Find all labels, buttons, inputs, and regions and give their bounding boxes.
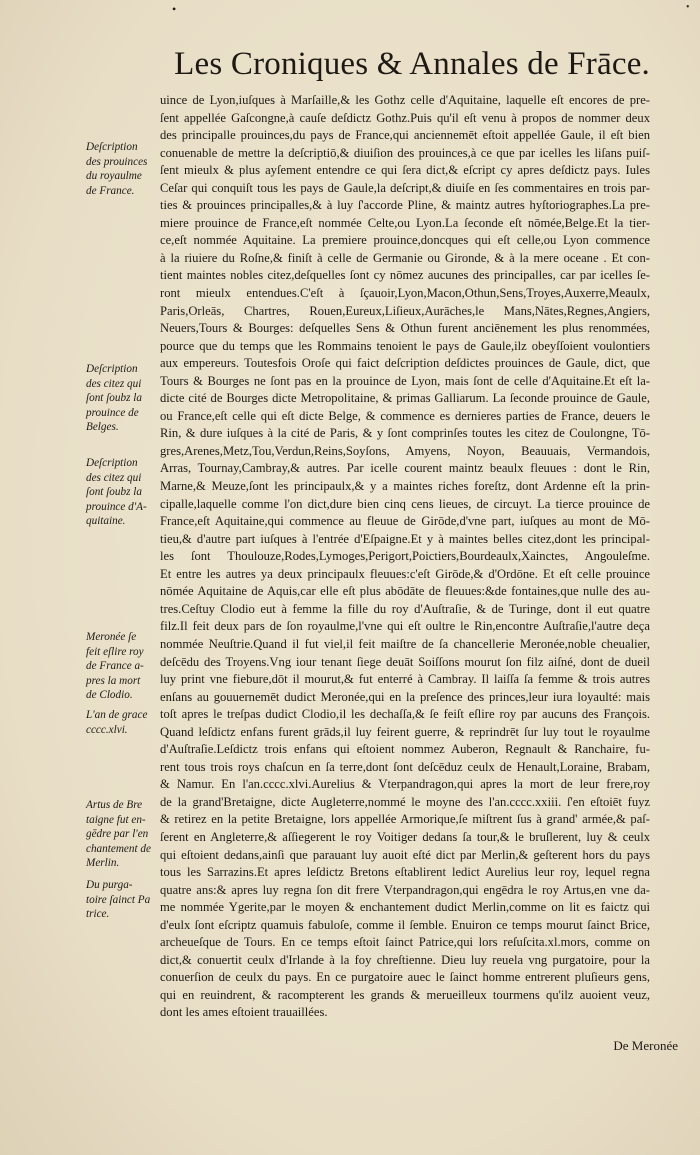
marginal-note-line: des citez qui <box>86 471 142 484</box>
marginal-note <box>86 798 156 871</box>
text-line: France,eſt Aquitaine,qui commence au fleuue de Girōde,d'vne part, iuſques au mont de Mō- <box>160 514 650 529</box>
marginal-note-line: ſont ſoubz la <box>86 486 142 499</box>
text-line: dicte cité de Bourges dicte Metropolitaine, & primas Galliarum. La ſeconde prouince de Gaule, <box>160 391 650 406</box>
text-line: ſent mieulx & plus ayſement entendre ce qui ſera dict,& eſcript cy apres deſdictz pays. Iules <box>160 163 650 178</box>
marginal-note-line: Du purga- <box>86 879 133 891</box>
text-line: Marne,& Meuze,ſont les principaulx,& y a maintes riches foreſtz, dont Ardenne eſt la prin- <box>160 479 650 494</box>
marginal-note-line: gēdre par l'en <box>86 828 149 841</box>
text-line: tres.Ceſtuy Clodio eut à femme la fille du roy d'Auſtraſie, & de Turinge, dont il eut quatre <box>160 601 650 616</box>
text-line: quatre ans:& apres luy regna ſon dit frere Vterpandragon,qui engēdra le roy Artus,en vne da- <box>160 882 650 897</box>
text-line: archeueſque de Tours. En ce temps eſtoit ſainct Patrice,qui lors reſuſcita.xl.mors, comme on <box>160 935 650 950</box>
text-line: miere prouince de France,eſt nommée Celte,ou Lyon.La ſeconde eſt nōmée,Belge.Et la tier- <box>160 215 650 230</box>
marginal-note-line: cccc.xlvi. <box>86 723 128 736</box>
main-text-block <box>160 92 650 1022</box>
marginal-note-line: de France a- <box>86 660 144 673</box>
text-line: deſcēdu des Troyens.Vng iour tenant ſiege deuāt Soiſſons mourut ſon filz aiſné, dont de dueil <box>160 654 650 669</box>
text-line: enſans au gouuernemēt dudict Meronée,qui en la preſence des princes,leur iura loyaulté: mais <box>160 689 650 704</box>
text-line: gres,Arenes,Metz,Tou,Verdun,Reins,Soyſons, Amyens, Noyon, Beauuais, Vermandois, <box>160 443 650 458</box>
text-line: aux empereurs. Toutesfois Oroſe qui faict deſcription deſdictes prouinces de Gaule, dict, que <box>160 356 650 371</box>
text-line: nommée Neuſtrie.Quand il fut viel,il feit maiſtre de ſa chancellerie Meronée,noble cheualier, <box>160 636 650 651</box>
marginal-note-line: L'an de grace <box>86 709 148 721</box>
text-line: ou France,eſt celle qui eſt dicte Belge, & commence es dernieres parties de France, deuers le <box>160 408 650 423</box>
text-line: Arras, Tournay,Cambray,& autres. Par icelle courent maintz beaulx fleuues : dont le Rin, <box>160 461 650 476</box>
marginal-note-line: prouince d'A- <box>86 500 147 513</box>
marginal-note-line: prouince de <box>86 406 139 419</box>
text-line: des principalle prouinces,du pays de France,qui anciennemēt eſtoit appellée Gaule, il eſt bien <box>160 128 650 143</box>
text-line: conuerſion de ceulx du pays. En ce purgatoire auec le ſainct homme entrerent pluſieurs gens, <box>160 970 650 985</box>
marginal-note-line: ſont ſoubz la <box>86 392 142 405</box>
text-line: & Namur. En l'an.cccc.xlvi.Aurelius & Vterpandragon,qui apres la mort de leur frere,roy <box>160 777 650 792</box>
marginal-note <box>86 456 156 529</box>
text-line: tieu,& d'autre part iuſques à l'entrée d'Eſpaigne.Et y à maintes belles citez,dont les principal- <box>160 531 650 546</box>
marginal-note-line: pres la mort <box>86 674 141 687</box>
corner-mark-left: • <box>172 2 177 16</box>
text-line: me nommée Ygerite,par le moyen & enchantement dudict Merlin,comme on lit es faictz qui <box>160 900 650 915</box>
marginal-note <box>86 630 156 703</box>
text-line: Paris,Orleās, Chartres, Rouen,Eureux,Liſieux,Aurāches,le Mans,Nātes,Regnes,Angiers, <box>160 303 650 318</box>
marginal-note-line: quitaine. <box>86 515 126 528</box>
catchword: De Meronée <box>613 1038 678 1053</box>
text-line: Ceſar qui conquiſt tous les pays de Gaule,la deſcript,& diuiſe en ſes commentaires en trois par- <box>160 180 650 195</box>
text-line: luy print vne fiebure,dōt il mourut,& fut enterré à Cambray. Il laiſſa ſa femme & trois autres <box>160 672 650 687</box>
text-line: d'Auſtraſie.Leſdictz trois enfans qui eſtoient nommez Auberon, Regnault & Ranchaire, fu- <box>160 742 650 757</box>
text-line: à la riuiere du Roſne,& finiſt à celle de Germanie ou Gironde, & à la mere oceane . Et con- <box>160 250 650 265</box>
marginal-note-line: Deſcription <box>86 457 138 469</box>
text-line: & retirez en la petite Bretaigne, lors appellée Armorique,ſe miſtrent ſus à grand' armée,& paſ- <box>160 812 650 827</box>
marginal-note-line: Artus de Bre <box>86 799 143 811</box>
text-line: qui eſtoient dedans,ainſi que parauant luy auoit eſté dict par Merlin,& geſterent hors du pays <box>160 847 650 862</box>
marginal-note <box>86 362 156 435</box>
marginal-note-line: Merlin. <box>86 857 120 870</box>
text-line: ſent appellée Gaſcongne,à cauſe deſdictz Gothz.Puis qu'il eſt venu à propos de nommer deux <box>160 110 650 125</box>
marginal-note-line: Meronée ſe <box>86 631 137 643</box>
marginal-note-line: Deſcription <box>86 363 138 375</box>
text-line: Quand leſdictz enfans furent grāds,il luy feirent guerre, & reprindrēt ſur luy tout le royaulme <box>160 724 650 739</box>
text-line: tient maintes nobles citez,deſquelles ſont cy nōmez aucunes des principalles, car par icelles ſe- <box>160 268 650 283</box>
marginal-note-line: chantement de <box>86 842 151 855</box>
text-line: dict,& conuertit ceulx d'Irlande à la foy chreſtienne. Dieu luy reuela vng purgatoire, pour la <box>160 952 650 967</box>
text-line: qui en reuindrent, & racompterent les grands & merueilleux tourmens qu'ilz auoient veuz, <box>160 987 650 1002</box>
text-line: ſerent en Angleterre,& aſſiegerent le roy Voitiger dedans ſa tour,& le bruſlerent, luy & ceulx <box>160 829 650 844</box>
marginal-note <box>86 878 156 922</box>
marginal-note-line: feit eſlire roy <box>86 645 144 658</box>
text-line: conuenable de mettre la deſcriptiō,& diuiſion des prouinces,à ce que par icelles les liſans puiſ- <box>160 145 650 160</box>
marginal-note-line: du royaulme <box>86 170 142 183</box>
text-line: dont les ames eſtoient trauaillées. <box>160 1005 328 1020</box>
marginal-note-line: de France. <box>86 184 135 197</box>
text-line: ties & prouinces principalles,& à luy ſ'accorde Pline, & maintz autres hyſtoriographes.La pre- <box>160 198 650 213</box>
text-line: de la grand'Bretaigne, dicte Augleterre,nommé le moyne des l'an.cccc.xxiii. ſ'en eſtoiēt fuyz <box>160 794 650 809</box>
text-line: rent tous trois roys chaſcun en ſa terre,dont ſont deſcēduz ceulx de Henault,Loraine, Brabam, <box>160 759 650 774</box>
marginal-note-line: Deſcription <box>86 141 138 153</box>
marginal-note-line: Belges. <box>86 421 119 434</box>
text-line: cipalle,laquelle comme l'on dict,dure bien cinq cens lieues, de circuyt. La tierce prouince de <box>160 496 650 511</box>
marginal-note-line: toire ſainct Pa <box>86 893 151 906</box>
text-line: les ſont Thoulouze,Rodes,Lymoges,Perigort,Poictiers,Bourdeaulx,Xainctes, Angouleſme. <box>160 549 650 564</box>
marginal-note-line: des prouinces <box>86 155 148 168</box>
text-line: toſt apres le treſpas dudict Clodio,il les dechaſſa,& ſe feiſt eſlire roy par aucuns des François. <box>160 707 650 722</box>
text-line: filz.Il feit deux pars de ſon royaulme,l'vne qui eſt oultre le Rin,encontre Auſtraſie,l'autre deça <box>160 619 650 634</box>
marginal-note <box>86 140 156 198</box>
text-line: Rin, & dure iuſques à la cité de Paris, & y ſont comprinſes toutes les citez de Coulongne, Tō- <box>160 426 650 441</box>
text-line: d'eulx ſont eſcriptz quamuis fabuloſe, comme il ſemble. Enuiron ce temps mourut ſainct Brice, <box>160 917 650 932</box>
marginal-note-line: de Clodio. <box>86 689 133 702</box>
marginal-note-line: des citez qui <box>86 377 142 390</box>
marginal-note-line: taigne fut en- <box>86 813 146 826</box>
text-line: tous les Sarrazins.Et apres leſdictz Bretons eſtablirent ledict Aurelius leur roy, lequel regna <box>160 865 650 880</box>
corner-mark-right: • <box>686 2 690 13</box>
text-line: ront mieulx entendues.C'eſt à ſçauoir,Lyon,Macon,Othun,Sens,Troyes,Auxerre,Meaulx, <box>160 286 650 301</box>
text-line: Neuers,Tours & Bourges: deſquelles Sens & Othun furent anciēnement les plus renommées, <box>160 321 650 336</box>
text-line: Tours & Bourges ne ſont pas en la prouince de Lyon, mais ſont de celle d'Aquitaine.Et eſt la- <box>160 373 650 388</box>
text-line: nōmée Aquitaine de Aquis,car elle eſt plus abōdāte de fleuues:&de fontaines,que nulle des au- <box>160 584 650 599</box>
running-header: Les Croniques & Annales de Frāce. <box>174 46 650 82</box>
marginal-note-line: trice. <box>86 908 110 921</box>
marginal-note <box>86 708 156 737</box>
text-line: ce,eſt nommée Aquitaine. La premiere prouince,doncques qui eſt celle,ou Lyon commence <box>160 233 650 248</box>
text-line: pource que du temps que les Rommains tenoient le pays de Gaule,ilz obeyſſoient voulontiers <box>160 338 650 353</box>
text-line: uince de Lyon,iuſques à Marſaille,& les Gothz celle d'Aquitaine, laquelle eſt encores de pre- <box>160 93 650 107</box>
text-line: Et entre les autres ya deux principaulx fleuues:c'eſt Girōde,& d'Ordōne. Et eſt celle prouince <box>160 566 650 581</box>
